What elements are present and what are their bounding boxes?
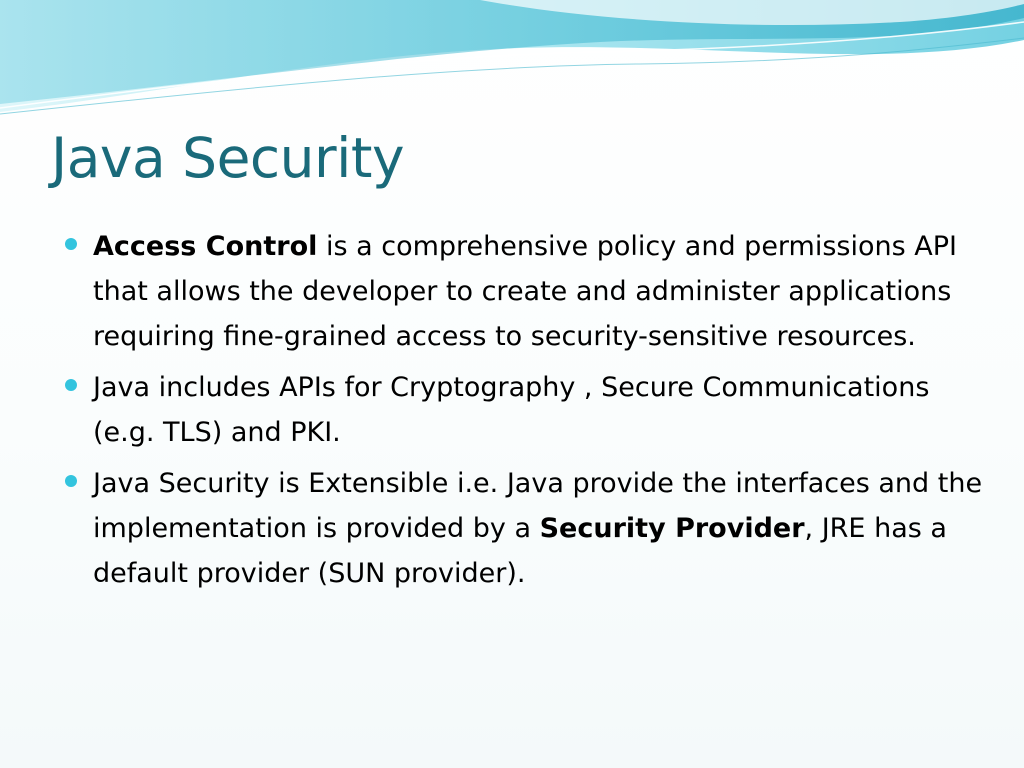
bullet-dot-icon <box>65 475 77 487</box>
bullet-text: is a comprehensive policy and permissions API that allows the developer to create and administer applications requiring fine-grained access to security-sensitive resources. <box>93 231 957 352</box>
bullet-item-extensible <box>64 461 984 596</box>
bullet-text-after: , JRE has a default provider (SUN provider). <box>93 513 947 589</box>
bullet-text: Java includes APIs for Cryptography , Secure Communications (e.g. TLS) and PKI. <box>93 372 930 448</box>
wave-header-decoration <box>0 0 1024 120</box>
bullet-dot-icon <box>65 379 77 391</box>
bullet-dot-icon <box>65 238 77 250</box>
bullet-item-apis <box>64 365 984 455</box>
bullet-item-access-control <box>64 224 984 359</box>
slide-title: Java Security <box>51 126 405 190</box>
bullet-bold-term: Security Provider <box>539 513 805 544</box>
bullet-list <box>64 224 984 602</box>
bullet-bold-lead: Access Control <box>93 231 318 262</box>
bullet-text-before: Java Security is Extensible i.e. Java provide the interfaces and the implementation is provided by a <box>93 468 983 544</box>
